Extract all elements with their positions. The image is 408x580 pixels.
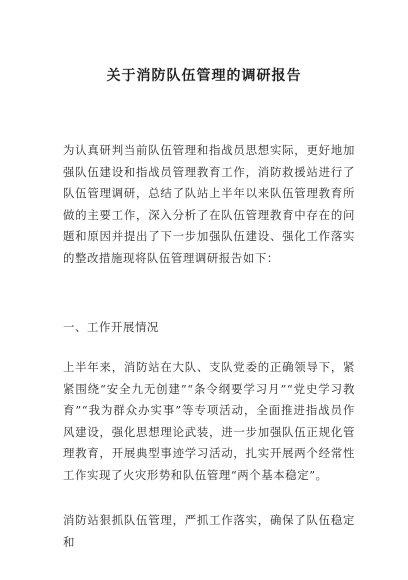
body-paragraph-1: 上半年来，消防站在大队、支队党委的正确领导下，紧紧围绕“安全九无创建”“条令纲要学习月”“党史学习教育”“我为群众办实事”等专项活动，全面推进指战员作风建设，强化思想理论武装，进一步加强队伍正规化管理教育，开展典型事迹学习活动，扎实开展两个经常性工作实现了火灾形势和队伍管理“两个基本稳定”。 bbox=[63, 360, 355, 482]
section-heading: 一、工作开展情况 bbox=[63, 320, 159, 334]
intro-paragraph: 为认真研判当前队伍管理和指战员思想实际，更好地加强队伍建设和指战员管理教育工作，消防救援站进行了队伍管理调研，总结了队站上半年以来队伍管理教育所做的主要工作，深入分析了在队伍管理教育中存在的问题和原因并提出了下一步加强队伍建设、强化工作落实的整改措施现将队伍管理调研报告如下： bbox=[63, 143, 355, 265]
document-title: 关于消防队伍管理的调研报告 bbox=[106, 68, 302, 84]
body-paragraph-2: 消防站狠抓队伍管理，严抓工作落实，确保了队伍稳定和 bbox=[63, 513, 355, 549]
